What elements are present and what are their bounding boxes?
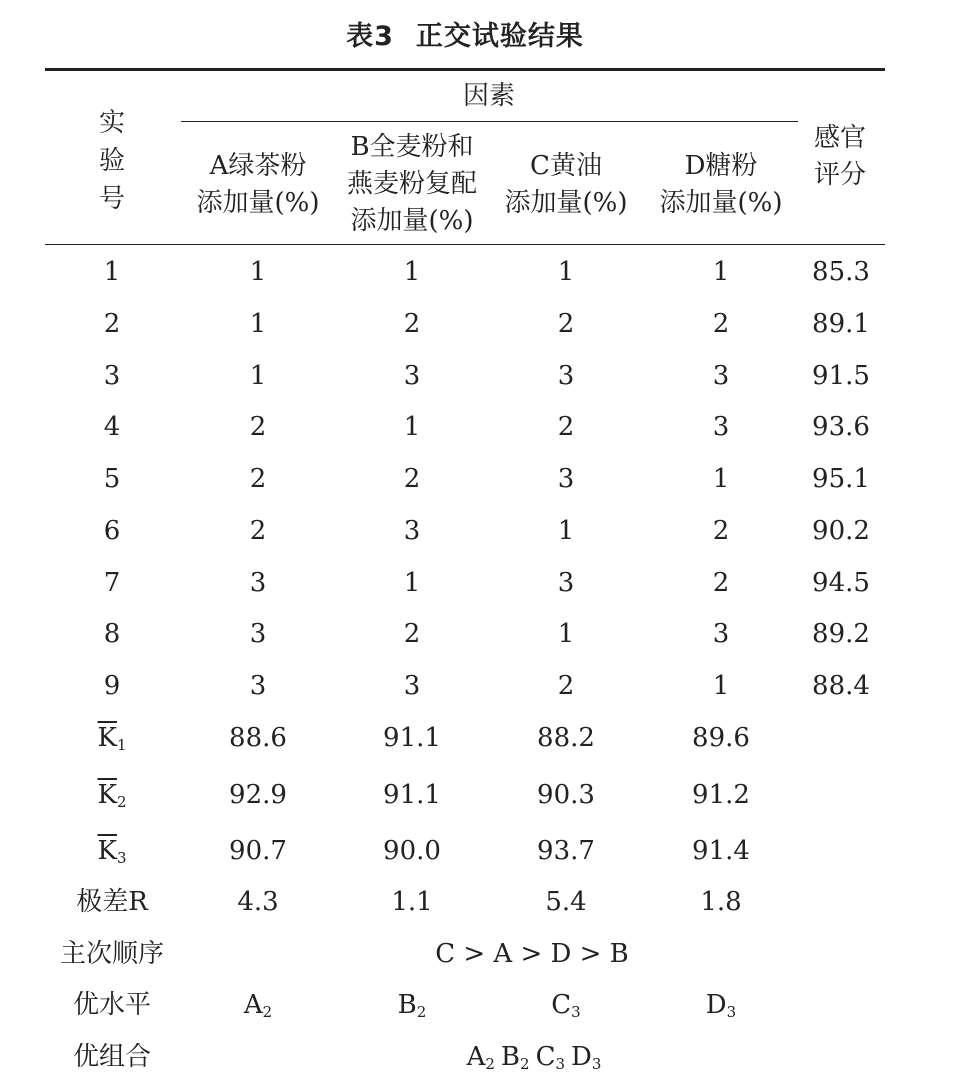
header-col-a bbox=[178, 148, 338, 222]
score-cell: 88.4 bbox=[812, 671, 870, 701]
table-cell: 2 bbox=[712, 309, 730, 339]
score-cell: 89.2 bbox=[812, 619, 870, 649]
row-number: 8 bbox=[103, 619, 121, 649]
table-cell: 1 bbox=[403, 568, 421, 598]
table-cell: 1 bbox=[249, 309, 267, 339]
table-cell: 1 bbox=[249, 257, 267, 287]
optimal-combo-value bbox=[334, 1042, 734, 1072]
score-cell: 94.5 bbox=[812, 568, 870, 598]
k-value: 91.1 bbox=[383, 780, 441, 810]
table-cell: 1 bbox=[712, 257, 730, 287]
row-number: 6 bbox=[103, 516, 121, 546]
k-value: 91.2 bbox=[692, 780, 750, 810]
table-cell: 2 bbox=[712, 568, 730, 598]
header-col-b-line: B全麦粉和 bbox=[350, 132, 474, 162]
table-cell: 2 bbox=[712, 516, 730, 546]
table-cell: 3 bbox=[557, 568, 575, 598]
table-cell: 2 bbox=[557, 309, 575, 339]
table-cell: 1 bbox=[249, 361, 267, 391]
optimal-level-value bbox=[521, 990, 921, 1020]
k-value: 93.7 bbox=[537, 836, 595, 866]
level-code: $C_3$ bbox=[551, 990, 581, 1021]
table-cell: 2 bbox=[403, 464, 421, 494]
range-value: 5.4 bbox=[545, 887, 587, 917]
table-cell: 2 bbox=[249, 464, 267, 494]
table-cell: 2 bbox=[249, 516, 267, 546]
k-value: 89.6 bbox=[692, 723, 750, 753]
level-code: $B_2$ bbox=[397, 990, 427, 1021]
row-number: 3 bbox=[103, 361, 121, 391]
score-cell: 90.2 bbox=[812, 516, 870, 546]
level-code: $D_3$ bbox=[571, 1042, 602, 1073]
table-cell: 3 bbox=[557, 464, 575, 494]
header-score bbox=[800, 120, 880, 194]
table-cell: 2 bbox=[403, 309, 421, 339]
row-number: 9 bbox=[103, 671, 121, 701]
k-value: 88.6 bbox=[229, 723, 287, 753]
k-value: 88.2 bbox=[537, 723, 595, 753]
header-col-b-line: 燕麦粉复配 bbox=[346, 169, 477, 199]
table-cell: 2 bbox=[557, 671, 575, 701]
header-col-b-line: 添加量(%) bbox=[350, 206, 474, 236]
top-rule bbox=[45, 68, 885, 71]
table-cell: 1 bbox=[712, 671, 730, 701]
table-cell: 3 bbox=[712, 619, 730, 649]
header-score-line: 评分 bbox=[813, 160, 866, 190]
table-cell: 2 bbox=[403, 619, 421, 649]
order-label: 主次顺序 bbox=[59, 939, 164, 969]
row-number: 4 bbox=[103, 412, 121, 442]
header-col-d bbox=[641, 148, 801, 222]
score-cell: 89.1 bbox=[812, 309, 870, 339]
table-cell: 3 bbox=[403, 516, 421, 546]
k-value: 92.9 bbox=[229, 780, 287, 810]
range-value: 4.3 bbox=[237, 887, 279, 917]
row-number: 1 bbox=[103, 257, 121, 287]
optimal-level-label: 优水平 bbox=[72, 990, 151, 1020]
k-value: 91.1 bbox=[383, 723, 441, 753]
table-cell: 2 bbox=[249, 412, 267, 442]
header-col-a-line: 添加量(%) bbox=[196, 188, 320, 218]
k-value: 90.3 bbox=[537, 780, 595, 810]
table-cell: 3 bbox=[249, 619, 267, 649]
optimal-combo-label: 优组合 bbox=[72, 1042, 151, 1072]
table-cell: 3 bbox=[403, 671, 421, 701]
header-col-b bbox=[332, 129, 492, 240]
range-value: 1.8 bbox=[700, 887, 742, 917]
table-cell: 1 bbox=[403, 257, 421, 287]
table-cell: 3 bbox=[249, 671, 267, 701]
level-code: $C_3$ bbox=[535, 1042, 566, 1073]
table-cell: 3 bbox=[712, 412, 730, 442]
header-factors: 因素 bbox=[462, 81, 515, 111]
header-col-a-line: A绿茶粉 bbox=[209, 151, 307, 181]
k-label: $\overline{K}_2$ bbox=[97, 780, 127, 811]
score-cell: 95.1 bbox=[812, 464, 870, 494]
header-exp-no-line: 实 bbox=[98, 108, 125, 138]
table-caption: 正交试验结果 bbox=[415, 21, 584, 52]
row-number: 5 bbox=[103, 464, 121, 494]
k-label: $\overline{K}_3$ bbox=[97, 836, 127, 867]
level-code: $D_3$ bbox=[705, 990, 737, 1021]
table-title bbox=[0, 14, 930, 53]
order-value: C > A > D > B bbox=[435, 939, 629, 969]
range-label: 极差R bbox=[76, 887, 148, 917]
header-col-c-line: C黄油 bbox=[530, 151, 602, 181]
row-number: 7 bbox=[103, 568, 121, 598]
header-col-d-line: 添加量(%) bbox=[659, 188, 783, 218]
table-cell: 1 bbox=[712, 464, 730, 494]
level-code: $A_2$ bbox=[466, 1042, 495, 1073]
table-cell: 2 bbox=[557, 412, 575, 442]
k-value: 91.4 bbox=[692, 836, 750, 866]
header-exp-no-line: 验 bbox=[98, 146, 125, 176]
range-value: 1.1 bbox=[391, 887, 433, 917]
header-score-line: 感官 bbox=[813, 123, 866, 153]
level-code: $A_2$ bbox=[243, 990, 273, 1021]
table-number: 表3 bbox=[346, 21, 394, 52]
table-cell: 3 bbox=[249, 568, 267, 598]
table-cell: 3 bbox=[403, 361, 421, 391]
k-value: 90.7 bbox=[229, 836, 287, 866]
level-code: $B_2$ bbox=[500, 1042, 530, 1073]
table-cell: 1 bbox=[557, 257, 575, 287]
table-cell: 1 bbox=[403, 412, 421, 442]
header-col-d-line: D糖粉 bbox=[684, 151, 758, 181]
score-cell: 93.6 bbox=[812, 412, 870, 442]
table-cell: 1 bbox=[557, 516, 575, 546]
table-cell: 1 bbox=[557, 619, 575, 649]
header-exp-no bbox=[72, 104, 152, 218]
header-col-c bbox=[486, 148, 646, 222]
score-cell: 85.3 bbox=[812, 257, 870, 287]
score-cell: 91.5 bbox=[812, 361, 870, 391]
k-value: 90.0 bbox=[383, 836, 441, 866]
row-number: 2 bbox=[103, 309, 121, 339]
header-rule bbox=[45, 244, 885, 245]
header-col-c-line: 添加量(%) bbox=[504, 188, 628, 218]
factor-rule bbox=[181, 121, 798, 122]
table-cell: 3 bbox=[557, 361, 575, 391]
k-label: $\overline{K}_1$ bbox=[97, 723, 127, 754]
table-cell: 3 bbox=[712, 361, 730, 391]
header-exp-no-line: 号 bbox=[98, 184, 125, 214]
